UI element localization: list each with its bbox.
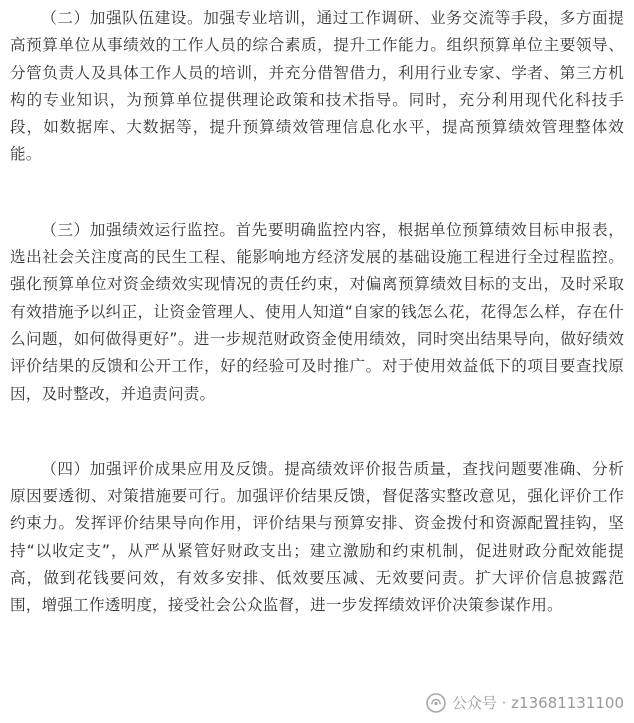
paragraph-team-building: （二）加强队伍建设。加强专业培训，通过工作调研、业务交流等手段，多方面提高预算单位从事绩效的工作人员的综合素质，提升工作能力。组织预算单位主要领导、分管负责人及具体工作人员的培训，并充分借智借力，利用行业专家、学者、第三方机构的专业知识，为预算单位提供理论政策和技术指导。同时，充分利用现代化科技手段，如数据库、大数据等，提升预算绩效管理信息化水平，提高预算绩效管理整体效能。	[10, 9, 624, 164]
paragraph-evaluation-feedback: （四）加强评价成果应用及反馈。提高绩效评价报告质量，查找问题要准确、分析原因要透彻、对策措施要可行。加强评价结果反馈，督促落实整改意见，强化评价工作约束力。发挥评价结果导向作用，评价结果与预算安排、资金拨付和资源配置挂钩，坚持“以收定支”，从严从紧管好财政支出；建立激励和约束机制，促进财政分配效能提高，做到花钱要问效，有效多安排、低效要压减、无效要问责。扩大评价信息披露范围，增强工作透明度，接受社会公众监督，进一步发挥绩效评价决策参谋作用。	[10, 459, 624, 615]
article-body	[10, 5, 624, 620]
watermark	[424, 691, 626, 714]
paragraph-performance-monitoring: （三）加强绩效运行监控。首先要明确监控内容，根据单位预算绩效目标申报表，选出社会关注度高的民生工程、能影响地方经济发展的基础设施工程进行全过程监控。强化预算单位对资金绩效实现情况的责任约束，对偏离预算绩效目标的支出，及时采取有效措施予以纠正，让资金管理人、使用人知道“自家的钱怎么花，花得怎么样，存在什么问题，如何做得更好”。进一步规范财政资金使用绩效，同时突出结果导向，做好绩效评价结果的反馈和公开工作，好的经验可及时推广。对于使用效益低下的项目要查找原因，及时整改，并追责问责。	[10, 220, 624, 403]
watermark-text: 公众号 · z13681131100	[451, 694, 624, 712]
wechat-official-account-icon	[426, 693, 446, 713]
